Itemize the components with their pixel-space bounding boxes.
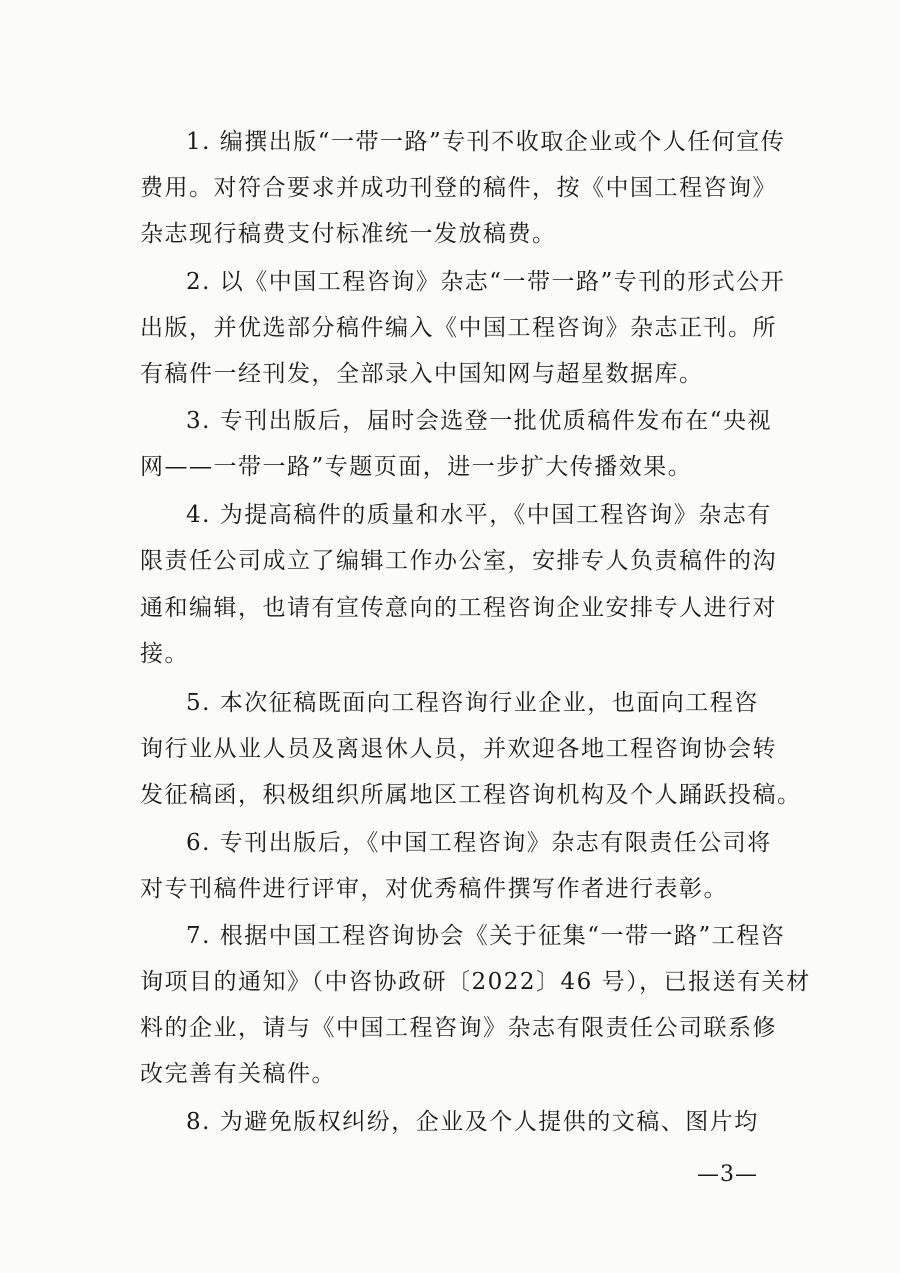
item-6-line-1: 6. 专刊出版后，《中国工程咨询》杂志有限责任公司将 bbox=[186, 830, 772, 856]
item-4-line-1: 4. 为提高稿件的质量和水平，《中国工程咨询》杂志有 bbox=[186, 502, 772, 528]
item-8-line-1: 8. 为避免版权纠纷，企业及个人提供的文稿、图片均 bbox=[186, 1109, 759, 1135]
item-3-line-1: 3. 专刊出版后，届时会选登一批优质稿件发布在“央视 bbox=[186, 408, 773, 434]
item-4-line-3: 通和编辑，也请有宣传意向的工程咨询企业安排专人进行对 bbox=[140, 595, 777, 621]
page-number: —3— bbox=[697, 1162, 758, 1187]
item-1-line-2: 费用。对符合要求并成功刊登的稿件，按《中国工程咨询》 bbox=[140, 175, 777, 201]
item-5-line-3: 发征稿函，积极组织所属地区工程咨询机构及个人踊跃投稿。 bbox=[140, 782, 802, 808]
item-5-line-1: 5. 本次征稿既面向工程咨询行业企业，也面向工程咨 bbox=[186, 690, 759, 716]
item-7-line-3: 料的企业，请与《中国工程咨询》杂志有限责任公司联系修 bbox=[140, 1015, 777, 1041]
item-5-line-2: 询行业从业人员及离退休人员，并欢迎各地工程咨询协会转 bbox=[140, 736, 777, 762]
item-6-line-2: 对专刊稿件进行评审，对优秀稿件撰写作者进行表彰。 bbox=[140, 876, 728, 902]
item-4-line-4: 接。 bbox=[140, 641, 189, 667]
item-2-line-2: 出版，并优选部分稿件编入《中国工程咨询》杂志正刊。所 bbox=[140, 315, 777, 341]
item-3-line-2: 网——一带一路”专题页面，进一步扩大传播效果。 bbox=[140, 454, 693, 480]
item-1-line-1: 1. 编撰出版“一带一路”专刊不收取企业或个人任何宣传 bbox=[186, 129, 786, 155]
item-2-line-1: 2. 以《中国工程咨询》杂志“一带一路”专刊的形式公开 bbox=[186, 269, 786, 295]
item-7-line-1: 7. 根据中国工程咨询协会《关于征集“一带一路”工程咨 bbox=[186, 923, 786, 949]
item-4-line-2: 限责任公司成立了编辑工作办公室，安排专人负责稿件的沟 bbox=[140, 548, 777, 574]
item-7-line-4: 改完善有关稿件。 bbox=[140, 1061, 336, 1087]
page-number-footer bbox=[0, 1160, 900, 1190]
item-1-line-3: 杂志现行稿费支付标准统一发放稿费。 bbox=[140, 221, 557, 247]
item-2-line-3: 有稿件一经刊发，全部录入中国知网与超星数据库。 bbox=[140, 361, 704, 387]
item-7-line-2: 询项目的通知》（中咨协政研〔2022〕46 号），已报送有关材 bbox=[140, 969, 811, 995]
